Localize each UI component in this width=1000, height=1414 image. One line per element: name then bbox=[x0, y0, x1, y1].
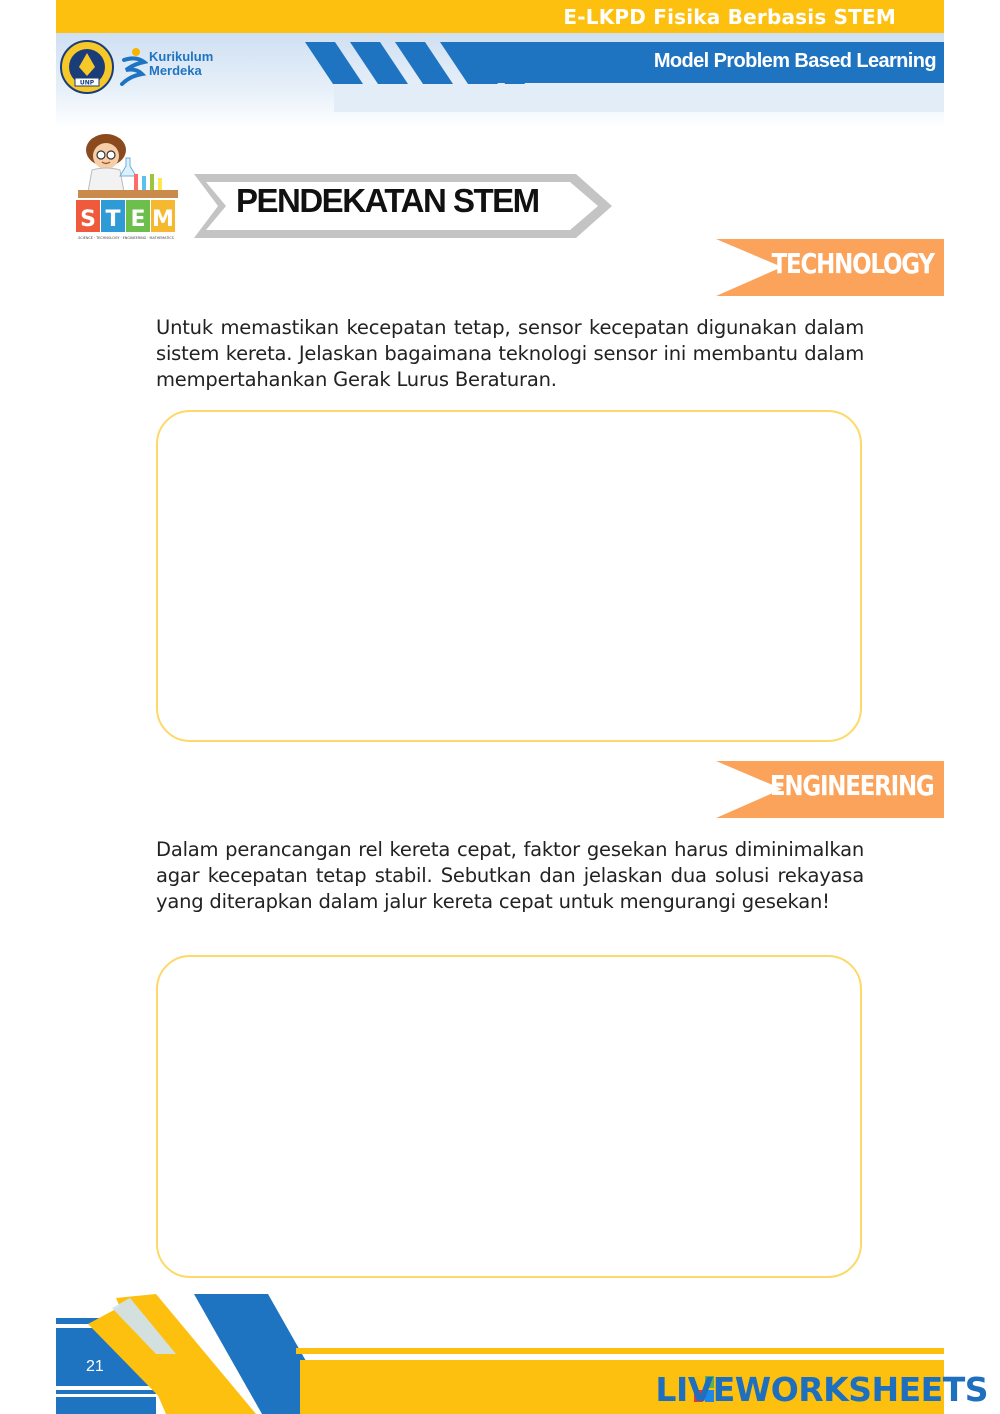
kurikulum-merdeka-text bbox=[149, 50, 213, 78]
stem-letter-m: M bbox=[152, 207, 174, 232]
page-number: 21 bbox=[86, 1358, 104, 1375]
kurikulum-merdeka-logo-icon bbox=[118, 46, 148, 86]
engineering-tag-label: ENGINEERING bbox=[770, 769, 934, 802]
technology-tag-label: TECHNOLOGY bbox=[771, 247, 934, 280]
engineering-tag bbox=[716, 761, 944, 818]
header-light-bar bbox=[334, 84, 944, 112]
kurikulum-line2: Merdeka bbox=[149, 63, 202, 78]
liveworksheets-brand[interactable]: LIVEWORKSHEETS bbox=[655, 1370, 988, 1409]
stem-letter-s: S bbox=[80, 207, 96, 232]
stem-letter-e: E bbox=[130, 207, 146, 232]
technology-question: Untuk memastikan kecepatan tetap, sensor kecepatan digunakan dalam sistem kereta. Jelaskan bagaimana teknologi sensor ini membantu dalam mempertahankan Gerak Lurus Beraturan. bbox=[156, 316, 864, 391]
header-stripes bbox=[305, 42, 525, 84]
engineering-question: Dalam perancangan rel kereta cepat, faktor gesekan harus diminimalkan agar kecepatan tetap stabil. Sebutkan dan jelaskan dua solusi rekayasa yang diterapkan dalam jalur kereta cepat untuk mengurangi gesekan! bbox=[156, 838, 864, 913]
header-subtitle: Model Problem Based Learning bbox=[653, 50, 936, 72]
stem-title: PENDEKATAN STEM bbox=[236, 182, 539, 219]
unp-logo-icon bbox=[60, 40, 114, 94]
technology-answer-box[interactable] bbox=[156, 410, 862, 742]
stem-caption: SCIENCE · TECHNOLOGY · ENGINEERING · MATHEMATICS bbox=[78, 236, 174, 240]
kurikulum-line1: Kurikulum bbox=[149, 49, 214, 64]
stem-scientist-illustration bbox=[74, 130, 182, 242]
engineering-answer-box[interactable] bbox=[156, 955, 862, 1278]
header-title: E-LKPD Fisika Berbasis STEM bbox=[563, 5, 896, 29]
technology-tag bbox=[716, 239, 944, 296]
stem-letter-t: T bbox=[105, 207, 121, 232]
unp-logo-abbr: UNP bbox=[79, 79, 95, 87]
